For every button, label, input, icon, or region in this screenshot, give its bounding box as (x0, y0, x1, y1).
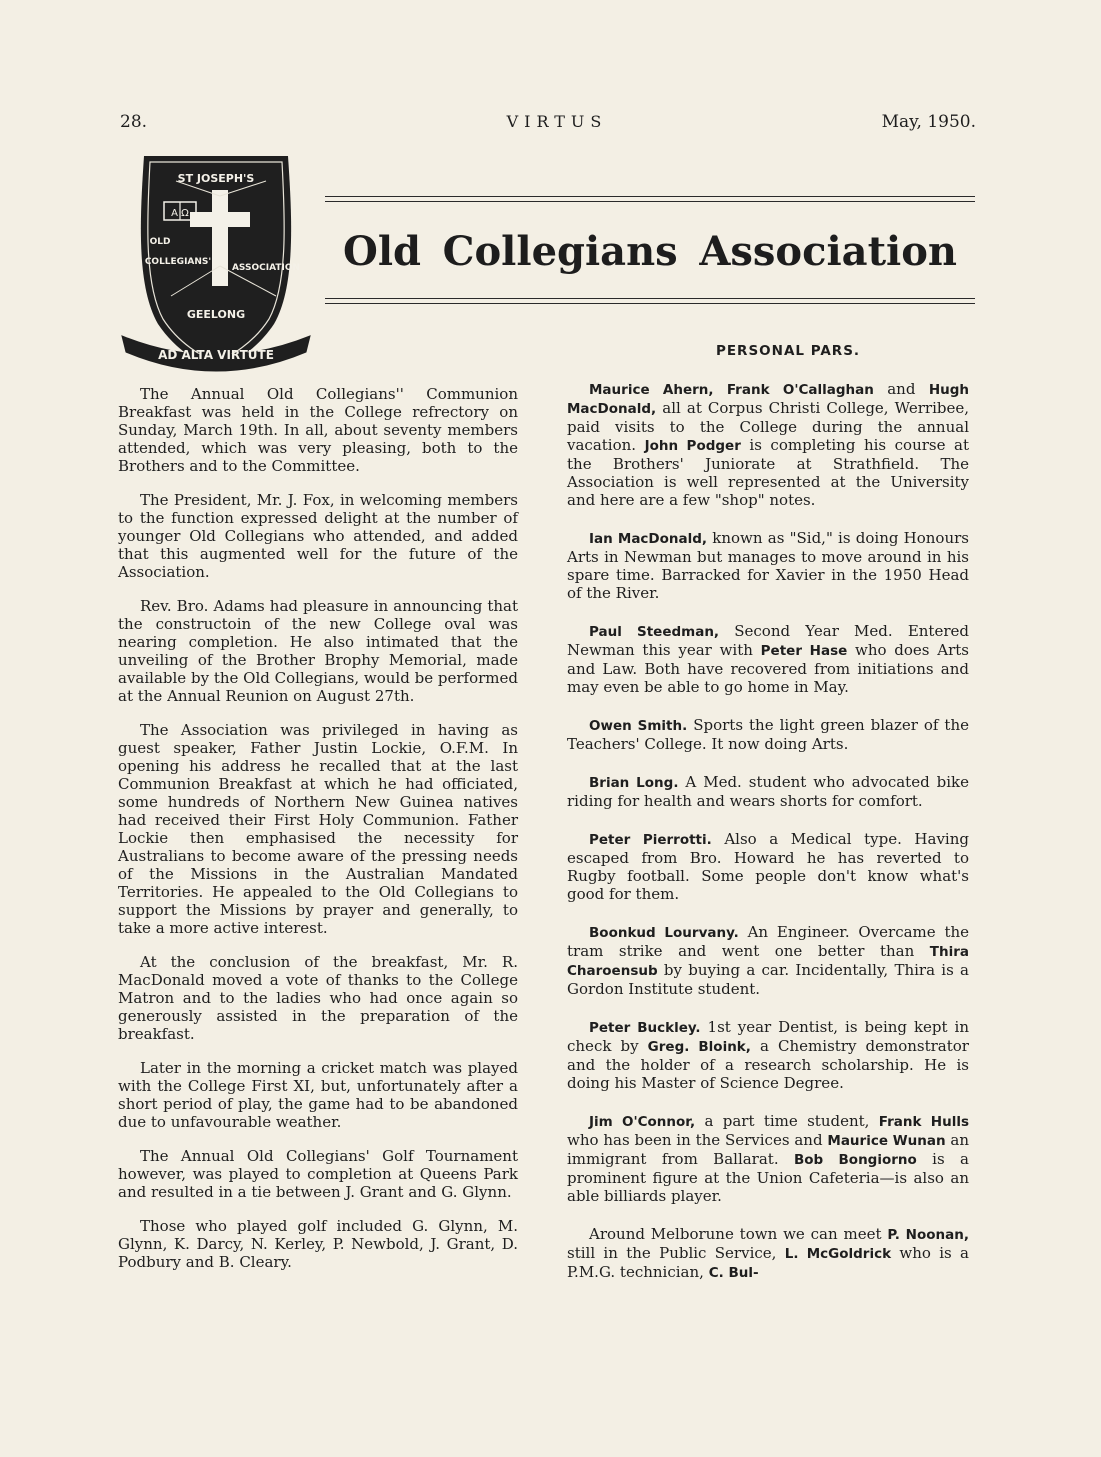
par-text: by buying a car. Incidentally, Thira is a Gordon Institute student. (567, 961, 969, 998)
par-text: is a prominent figure at the Union Cafeteria—is also an able billiards player. (567, 1150, 969, 1205)
page-title (325, 228, 975, 275)
paragraph: The President, Mr. J. Fox, in welcoming members to the function expressed delight at the number of younger Old Collegians who attended, and added that this augmented well for the future of the Association. (118, 491, 518, 581)
personal-par (567, 529, 969, 602)
person-name: C. Bul- (708, 1265, 759, 1281)
left-column (118, 385, 518, 1287)
person-name: John Podger (644, 438, 741, 454)
paragraph: The Annual Old Collegians' Golf Tournament however, was played to completion at Queens Park and resulted in a tie between J. Grant and G. Glynn. (118, 1147, 518, 1201)
personal-par (567, 830, 969, 903)
person-name: Peter Hase (760, 643, 848, 659)
par-text: all at Corpus Christi College, Werribee, paid visits to the College during the annual vacation. (567, 399, 969, 454)
personal-par (567, 923, 969, 998)
section-heading: PERSONAL PARS. (715, 343, 861, 359)
crest-old-text: OLD (149, 237, 171, 247)
person-name: Paul Steedman, (589, 624, 720, 640)
crest-association-text: ASSOCIATION (231, 263, 301, 273)
par-text: A Med. student who advocated bike riding for health and wears shorts for comfort. (567, 773, 969, 810)
person-name: Ian MacDonald, (589, 531, 708, 547)
par-text: still in the Public Service, (567, 1244, 785, 1262)
par-text: Second Year Med. Entered Newman this year with (567, 622, 969, 659)
personal-par (567, 773, 969, 810)
person-name: Maurice Ahern, Frank O'Callaghan (589, 382, 874, 398)
person-name: Frank Hulls (878, 1114, 969, 1130)
person-name: Brian Long. (589, 775, 679, 791)
personal-par (567, 716, 969, 753)
par-text: an immigrant from Ballarat. (567, 1131, 970, 1168)
person-name: Peter Pierrotti. (589, 832, 712, 848)
crest-collegians-text: COLLEGIANS' (144, 257, 212, 267)
par-text: and (873, 380, 929, 398)
page-number: 28. (120, 112, 148, 132)
par-text: is completing his course at the Brothers' Juniorate at Strathfield. The Association is well represented at the University and here are a few "shop" notes. (567, 436, 969, 509)
title-word-association: Association (699, 228, 957, 275)
crest-geelong-text: GEELONG (186, 308, 246, 321)
personal-par (567, 1225, 969, 1282)
paragraph: The Annual Old Collegians'' Communion Breakfast was held in the College refrectory on Sunday, March 19th. In all, about seventy members attended, which was very pleasing, both to the Brothers and to the Committee. (118, 385, 518, 475)
person-name: Thira Charoensub (567, 944, 969, 979)
par-text: An Engineer. Overcame the tram strike and went one better than (567, 923, 970, 960)
title-word-old: Old (343, 228, 422, 275)
par-text: 1st year Dentist, is being kept in check by (567, 1018, 969, 1055)
person-name: Hugh MacDonald, (567, 382, 969, 417)
par-text: a part time student, (695, 1112, 879, 1130)
right-column (567, 342, 969, 1302)
par-text: Around Melborune town we can meet (589, 1225, 888, 1243)
personal-par (567, 1018, 969, 1092)
par-text: a Chemistry demonstrator and the holder of a research scholarship. He is doing his Master of Science Degree. (567, 1037, 969, 1092)
personal-par (567, 380, 969, 509)
paragraph: Those who played golf included G. Glynn, M. Glynn, K. Darcy, N. Kerley, P. Newbold, J. Grant, D. Podbury and B. Cleary. (118, 1217, 518, 1271)
title-rule-bottom (325, 298, 975, 304)
issue-date: May, 1950. (881, 112, 976, 132)
page-header (120, 112, 976, 142)
par-text: who is a P.M.G. technician, (567, 1244, 970, 1281)
crest-motto: AD ALTA VIRTUTE (158, 348, 274, 362)
person-name: P. Noonan, (887, 1227, 969, 1243)
crest-book-text: A Ω (171, 208, 189, 219)
magazine-title: VIRTUS (506, 112, 608, 131)
paragraph: Rev. Bro. Adams had pleasure in announcing that the constructoin of the new College oval was nearing completion. He also intimated that the unveiling of the Brother Brophy Memorial, made available by the Old Collegians, would be performed at the Annual Reunion on August 27th. (118, 597, 518, 705)
par-text: Also a Medical type. Having escaped from Bro. Howard he has reverted to Rugby football. Some people don't know what's good for them. (567, 830, 969, 903)
person-name: Bob Bongiorno (793, 1152, 917, 1168)
person-name: Greg. Bloink, (647, 1039, 751, 1055)
association-crest-logo (116, 146, 316, 378)
title-rule-top (325, 196, 975, 202)
person-name: Maurice Wunan (827, 1133, 946, 1149)
par-text: known as "Sid," is doing Honours Arts in Newman but manages to move around in his spare time. Barracked for Xavier in the 1950 Head of the River. (567, 529, 969, 602)
title-word-collegians: Collegians (442, 228, 678, 275)
crest-top-text: ST JOSEPH'S (177, 172, 255, 185)
paragraph: Later in the morning a cricket match was played with the College First XI, but, unfortunately after a short period of play, the game had to be abandoned due to unfavourable weather. (118, 1059, 518, 1131)
paragraph: The Association was privileged in having as guest speaker, Father Justin Lockie, O.F.M. In opening his address he recalled that at the last Communion Breakfast at which he had officiated, some hundreds of Northern New Guinea natives had received their First Holy Communion. Father Lockie then emphasised the necessity for Australians to become aware of the pressing needs of the Missions in the Australian Mandated Territories. He appealed to the Old Collegians to support the Missions by prayer and generally, to take a more active interest. (118, 721, 518, 937)
person-name: Peter Buckley. (589, 1020, 701, 1036)
par-text: who has been in the Services and (567, 1131, 828, 1149)
person-name: L. McGoldrick (784, 1246, 892, 1262)
personal-par (567, 1112, 969, 1205)
person-name: Boonkud Lourvany. (589, 925, 739, 941)
par-text: who does Arts and Law. Both have recovered from initiations and may even be able to go home in May. (567, 641, 969, 696)
par-text: Sports the light green blazer of the Teachers' College. It now doing Arts. (567, 716, 969, 753)
paragraph: At the conclusion of the breakfast, Mr. R. MacDonald moved a vote of thanks to the College Matron and to the ladies who had once again so generously assisted in the preparation of the breakfast. (118, 953, 518, 1043)
person-name: Jim O'Connor, (589, 1114, 696, 1130)
personal-par (567, 622, 969, 696)
person-name: Owen Smith. (589, 718, 688, 734)
